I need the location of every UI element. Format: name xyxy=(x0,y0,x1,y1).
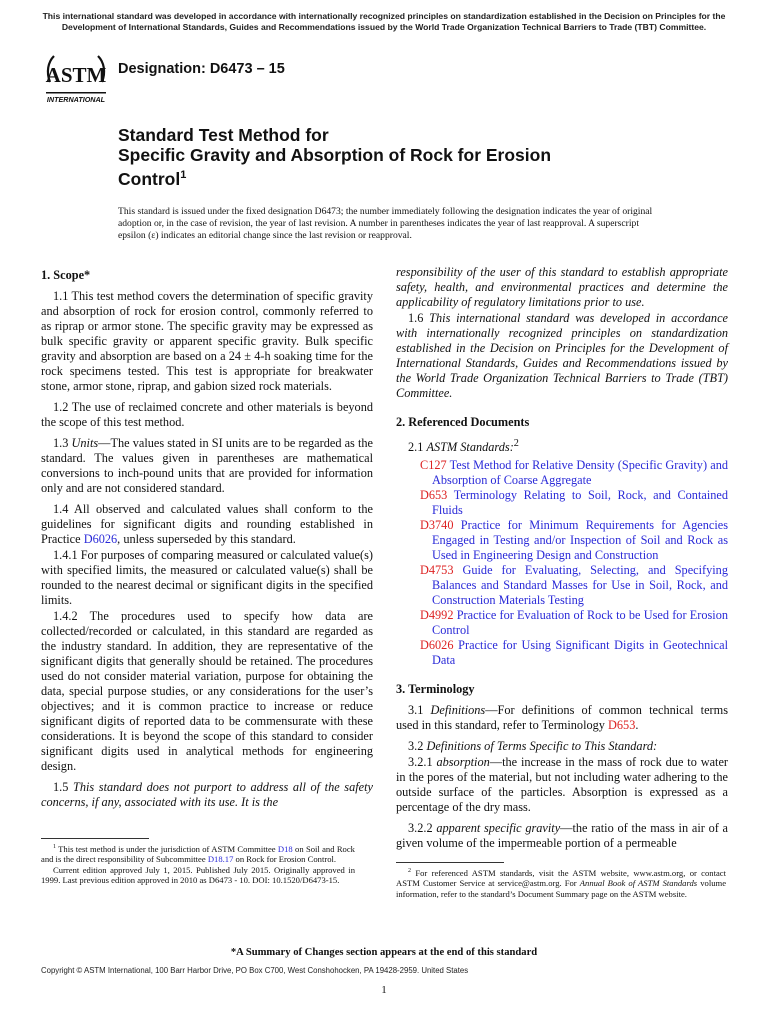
reference-code-link[interactable]: C127 xyxy=(420,458,447,473)
astm-logo xyxy=(40,48,112,106)
footnote-rule-right xyxy=(396,862,504,863)
reference-item xyxy=(408,608,728,638)
link-d18-17[interactable]: D18.17 xyxy=(207,854,234,865)
svg-text:ASTM: ASTM xyxy=(45,63,107,87)
footnote-1: $^1$ This test method is under the jurisdiction of ASTM Committee D18 on Soil and Rock and is the direct responsibility of Subcommittee D18.17 on Rock for Erosion Control. Current edition approved July 1, 2015. Published July 2015. Originally approved in 1999. Last previous edition approved in 2010 as D6473 - 10. DOI: 10.1520/D6473-15. xyxy=(41,843,355,886)
paragraph-3-2: 3.2 Definitions of Terms Specific to This Standard: xyxy=(408,739,658,754)
section-heading-terminology: 3. Terminology xyxy=(396,682,475,697)
svg-text:INTERNATIONAL: INTERNATIONAL xyxy=(46,95,106,104)
paragraph-1-4-2: 1.4.2 The procedures used to specify how data are collected/recorded or calculated, in this standard are regarded as the industry standard. In addition, they are representative of the significant digits that generally should be retained. The procedures used do not consider material variation, purpose for obtaining the data, special purpose studies, or any considerations for the user’s objectives; and it is common practice to increase or reduce significant digits of reported data to be commensurate with these considerations. It is beyond the scope of this standard to consider significant digits used in analytical methods for engineering design. xyxy=(41,609,373,773)
copyright-line: Copyright © ASTM International, 100 Barr Harbor Drive, PO Box C700, West Conshohocken, PA 19428-2959. United States xyxy=(41,966,469,975)
reference-code-link[interactable]: D3740 xyxy=(420,518,454,533)
section-heading-scope: 1. Scope* xyxy=(41,268,91,282)
reference-list xyxy=(396,458,728,668)
link-d653[interactable]: D653 xyxy=(608,718,636,733)
right-column xyxy=(396,265,728,851)
left-column xyxy=(41,268,373,810)
reference-title-link[interactable]: Practice for Using Significant Digits in Geotechnical Data xyxy=(432,638,729,668)
summary-of-changes-note: *A Summary of Changes section appears at the end of this standard xyxy=(230,947,538,958)
paragraph-1-4: 1.4 All observed and calculated values shall conform to the guidelines for significant digits and rounding established in Practice D6026, unless superseded by this standard. xyxy=(41,502,373,546)
reference-code-link[interactable]: D4753 xyxy=(420,563,454,578)
paragraph-1-2: 1.2 The use of reclaimed concrete and other materials is beyond the scope of this test method. xyxy=(41,400,373,429)
designation: Designation: D6473 – 15 xyxy=(118,61,285,77)
link-d18[interactable]: D18 xyxy=(277,843,293,854)
footnote-ref-1[interactable]: 1 xyxy=(180,169,187,181)
reference-title-link[interactable]: Terminology Relating to Soil, Rock, and Contained Fluids xyxy=(432,488,729,518)
title-line-2: Specific Gravity and Absorption of Rock for Erosion xyxy=(118,145,552,165)
paragraph-1-5-continued: responsibility of the user of this standard to establish appropriate safety, health, and environmental practices and determine the applicability of regulatory limitations prior to use. xyxy=(396,265,728,309)
paragraph-3-2-1: 3.2.1 absorption—the increase in the mass of rock due to water in the pores of the material, but not including water adhering to the outside surface of the particles. Absorption is expressed as a percentage of the dry mass. xyxy=(396,755,729,815)
reference-title-link[interactable]: Guide for Evaluating, Selecting, and Specifying Balances and Standard Masses for Use in Soil, Rock, and Construction Materials Testing xyxy=(432,563,728,608)
link-d6026[interactable]: D6026 xyxy=(83,532,118,546)
paragraph-1-4-1: 1.4.1 For purposes of comparing measured or calculated value(s) with specified limits, the measured or calculated value(s) shall be rounded to the nearest decimal or significant digits in the specified limits. xyxy=(41,548,373,607)
title-line-3: Control$^1$ xyxy=(118,168,187,189)
paragraph-1-3: 1.3 Units—The values stated in SI units are to be regarded as the standard. The values given in parentheses are mathematical conversions to inch-pound units that are provided for information only and are not considered standard. xyxy=(41,436,374,495)
footnote-2: $^2$ For referenced ASTM standards, visit the ASTM website, www.astm.org, or contact ASTM Customer Service at service@astm.org. For Annual Book of ASTM Standards volume information, refer to the standard’s Document Summary page on the ASTM website. xyxy=(396,867,727,899)
reference-item xyxy=(408,518,728,563)
reference-item xyxy=(408,563,728,608)
reference-code-link[interactable]: D4992 xyxy=(420,608,454,623)
subheading-astm-standards: 2.1 ASTM Standards:$^2$ xyxy=(408,438,519,455)
paragraph-3-2-2: 3.2.2 apparent specific gravity—the ratio of the mass in air of a given volume of the impermeable portion of a permeable xyxy=(396,821,729,851)
reference-code-link[interactable]: D653 xyxy=(420,488,448,503)
issuance-note: This standard is issued under the fixed designation D6473; the number immediately following the designation indicates the year of original adoption or, in the case of revision, the year of last revision. A number in parentheses indicates the year of last reapproval. A superscript epsilon (ε) indicates an editorial change since the last revision or reapproval. xyxy=(118,206,653,241)
reference-title-link[interactable]: Test Method for Relative Density (Specific Gravity) and Absorption of Coarse Aggregate xyxy=(432,458,728,488)
section-heading-referenced-documents: 2. Referenced Documents xyxy=(396,415,530,429)
paragraph-1-6: 1.6 This international standard was developed in accordance with internationally recognized principles on standardization established in the Decision on Principles for the Development of International Standards, Guides and Recommendations issued by the World Trade Organization Technical Barriers to Trade (TBT) Committee. xyxy=(396,311,729,400)
document-title xyxy=(118,125,718,189)
page-number: 1 xyxy=(381,984,387,996)
title-line-1: Standard Test Method for xyxy=(118,125,329,145)
paragraph-1-1: 1.1 This test method covers the determination of specific gravity and absorption of rock for erosion control, commonly referred to as riprap or armor stone. The specific gravity may be expressed as bulk specific gravity or apparent specific gravity. Bulk specific gravity and absorption are based on a 24 ± 4-h soaking time for the rock specimens tested. This test is appropriate for breakwater stone, armor stone, riprap, and gabion sized rock materials. xyxy=(41,289,373,393)
reference-title-link[interactable]: Practice for Evaluation of Rock to be Used for Erosion Control xyxy=(432,608,728,638)
paragraph-1-5: 1.5 This standard does not purport to address all of the safety concerns, if any, associated with its use. It is the xyxy=(41,780,373,809)
reference-title-link[interactable]: Practice for Minimum Requirements for Agencies Engaged in Testing and/or Inspection of Soil and Rock as Used in Engineering Design and Construction xyxy=(432,518,728,563)
tbt-banner: This international standard was developed in accordance with internationally recognized principles on standardization established in the Decision on Principles for the Development of International Standards, Guides and Recommendations issued by the World Trade Organization Technical Barriers to Trade (TBT) Committee. xyxy=(42,11,726,32)
reference-item xyxy=(408,488,728,518)
paragraph-3-1: 3.1 Definitions—For definitions of common technical terms used in this standard, refer to Terminology D653. xyxy=(396,703,728,733)
footnote-rule-left xyxy=(41,838,149,839)
footnote-ref-2[interactable]: 2 xyxy=(513,438,519,449)
footnote-1-edition: Current edition approved July 1, 2015. Published July 2015. Originally approved in 1999. Last previous edition approved in 2010 as D6473 - 10. DOI: 10.1520/D6473-15. xyxy=(41,864,355,886)
reference-item xyxy=(408,638,728,668)
reference-code-link[interactable]: D6026 xyxy=(420,638,454,653)
reference-item xyxy=(408,458,728,488)
